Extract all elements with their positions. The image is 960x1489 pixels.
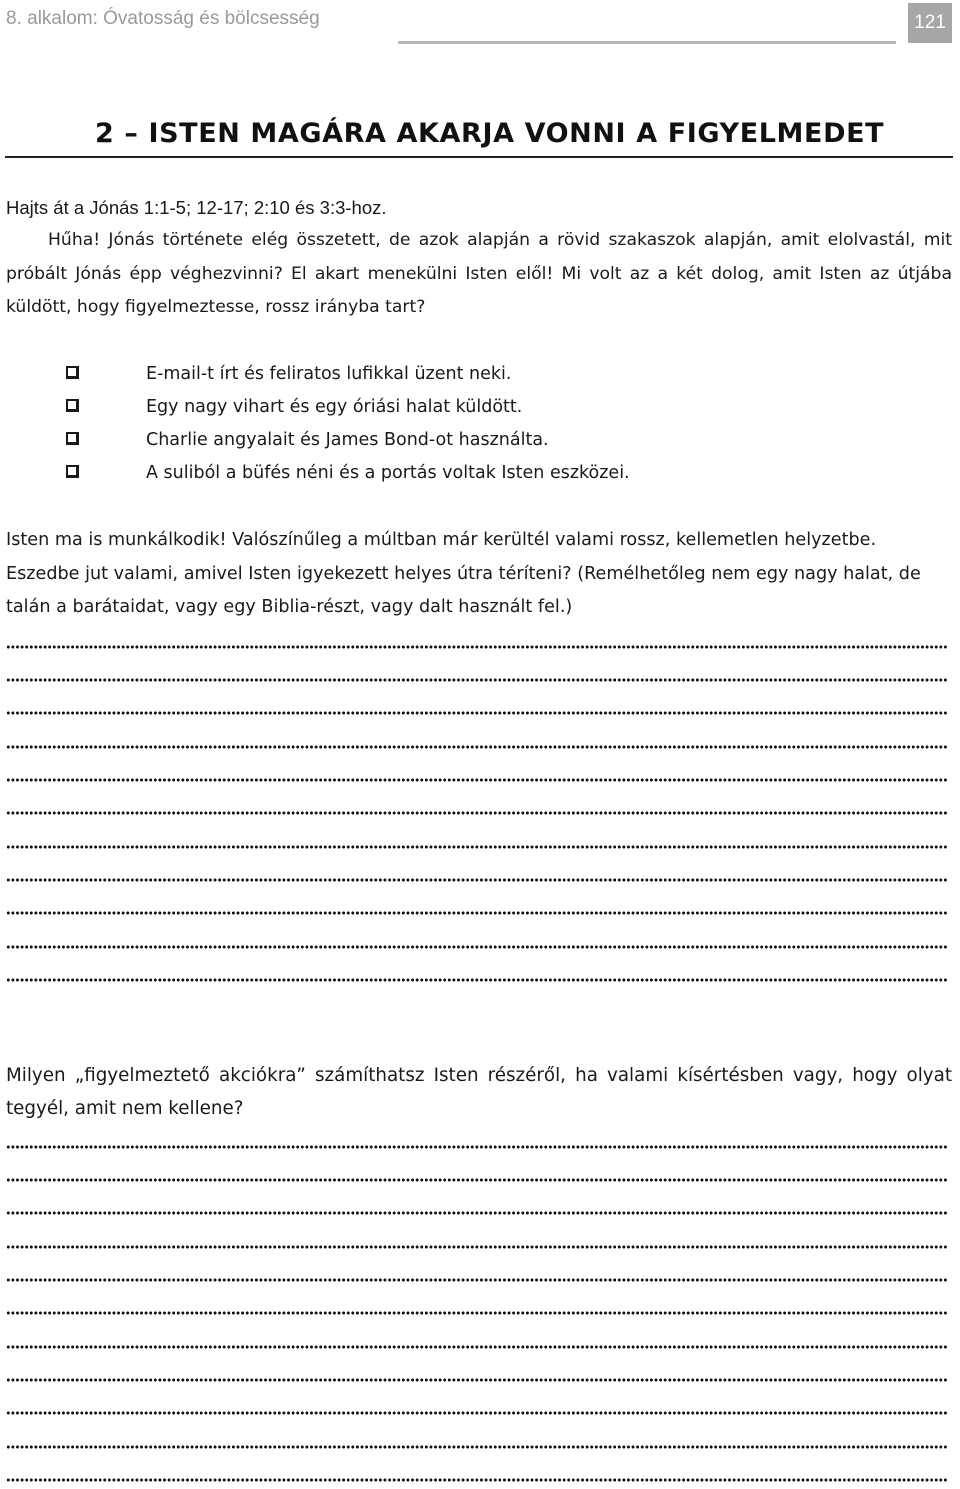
reading-instruction: Hajts át a Jónás 1:1-5; 12-17; 2:10 és 3:3-hoz. <box>6 197 387 218</box>
answer-line[interactable] <box>6 1310 948 1316</box>
answer-line[interactable] <box>6 910 948 916</box>
answer-line[interactable] <box>6 977 948 983</box>
answer-line[interactable] <box>6 1377 948 1383</box>
answer-line[interactable] <box>6 844 948 850</box>
answer-line[interactable] <box>6 677 948 683</box>
question-warning-actions: Milyen „figyelmeztető akciókra” számíthatsz Isten részéről, ha valami kísértésben vagy, hogy olyat tegyél, amit nem kellene? <box>6 1065 952 1119</box>
option-label: Charlie angyalait és James Bond-ot használta. <box>146 430 549 450</box>
answer-line[interactable] <box>6 710 948 716</box>
section-title: 2 – ISTEN MAGÁRA AKARJA VONNI A FIGYELMEDET <box>95 118 885 149</box>
answer-line[interactable] <box>6 1277 948 1283</box>
answer-line[interactable] <box>6 1210 948 1216</box>
page-number: 121 <box>908 3 952 43</box>
running-head-chapter: 8. alkalom: Óvatosság és bölcsesség <box>6 8 320 29</box>
answer-line[interactable] <box>6 1477 948 1483</box>
paragraph-question-2: Isten ma is munkálkodik! Valószínűleg a múltban már kerültél valami rossz, kellemetlen helyzetbe. Eszedbe jut valami, amivel Isten igyekezett helyes útra téríteni? (Remélhetőleg nem egy nagy halat, de talán a barátaidat, vagy egy Biblia-részt, vagy dalt használt fel.) <box>6 530 921 617</box>
answer-line[interactable] <box>6 1144 948 1150</box>
answer-line[interactable] <box>6 644 948 650</box>
answer-line[interactable] <box>6 744 948 750</box>
option-label: Egy nagy vihart és egy óriási halat küldött. <box>146 397 523 417</box>
answer-line[interactable] <box>6 1444 948 1450</box>
option-label: A suliból a büfés néni és a portás voltak Isten eszközei. <box>146 463 630 483</box>
option-1[interactable] <box>0 358 960 391</box>
option-3[interactable] <box>0 424 960 457</box>
paragraph-question-1: Hűha! Jónás története elég összetett, de azok alapján a rövid szakaszok alapján, amit elolvastál, mit próbált Jónás épp véghezvinni? El akart menekülni Isten elől! Mi volt az a két dolog, amit Isten az útjába küldött, hogy figyelmeztesse, rossz irányba tart? <box>6 230 952 317</box>
option-label: E-mail-t írt és feliratos lufikkal üzent neki. <box>146 364 512 384</box>
answer-line[interactable] <box>6 810 948 816</box>
checkbox-icon[interactable] <box>66 366 79 379</box>
answer-line[interactable] <box>6 1244 948 1250</box>
checkbox-icon[interactable] <box>66 399 79 412</box>
header-rule <box>398 41 896 44</box>
answer-line[interactable] <box>6 1410 948 1416</box>
title-underline <box>5 156 953 158</box>
option-2[interactable] <box>0 391 960 424</box>
answer-line[interactable] <box>6 777 948 783</box>
option-4[interactable] <box>0 457 960 490</box>
answer-line[interactable] <box>6 1344 948 1350</box>
answer-line[interactable] <box>6 944 948 950</box>
answer-line[interactable] <box>6 1177 948 1183</box>
checkbox-icon[interactable] <box>66 432 79 445</box>
answer-line[interactable] <box>6 877 948 883</box>
checkbox-icon[interactable] <box>66 465 79 478</box>
